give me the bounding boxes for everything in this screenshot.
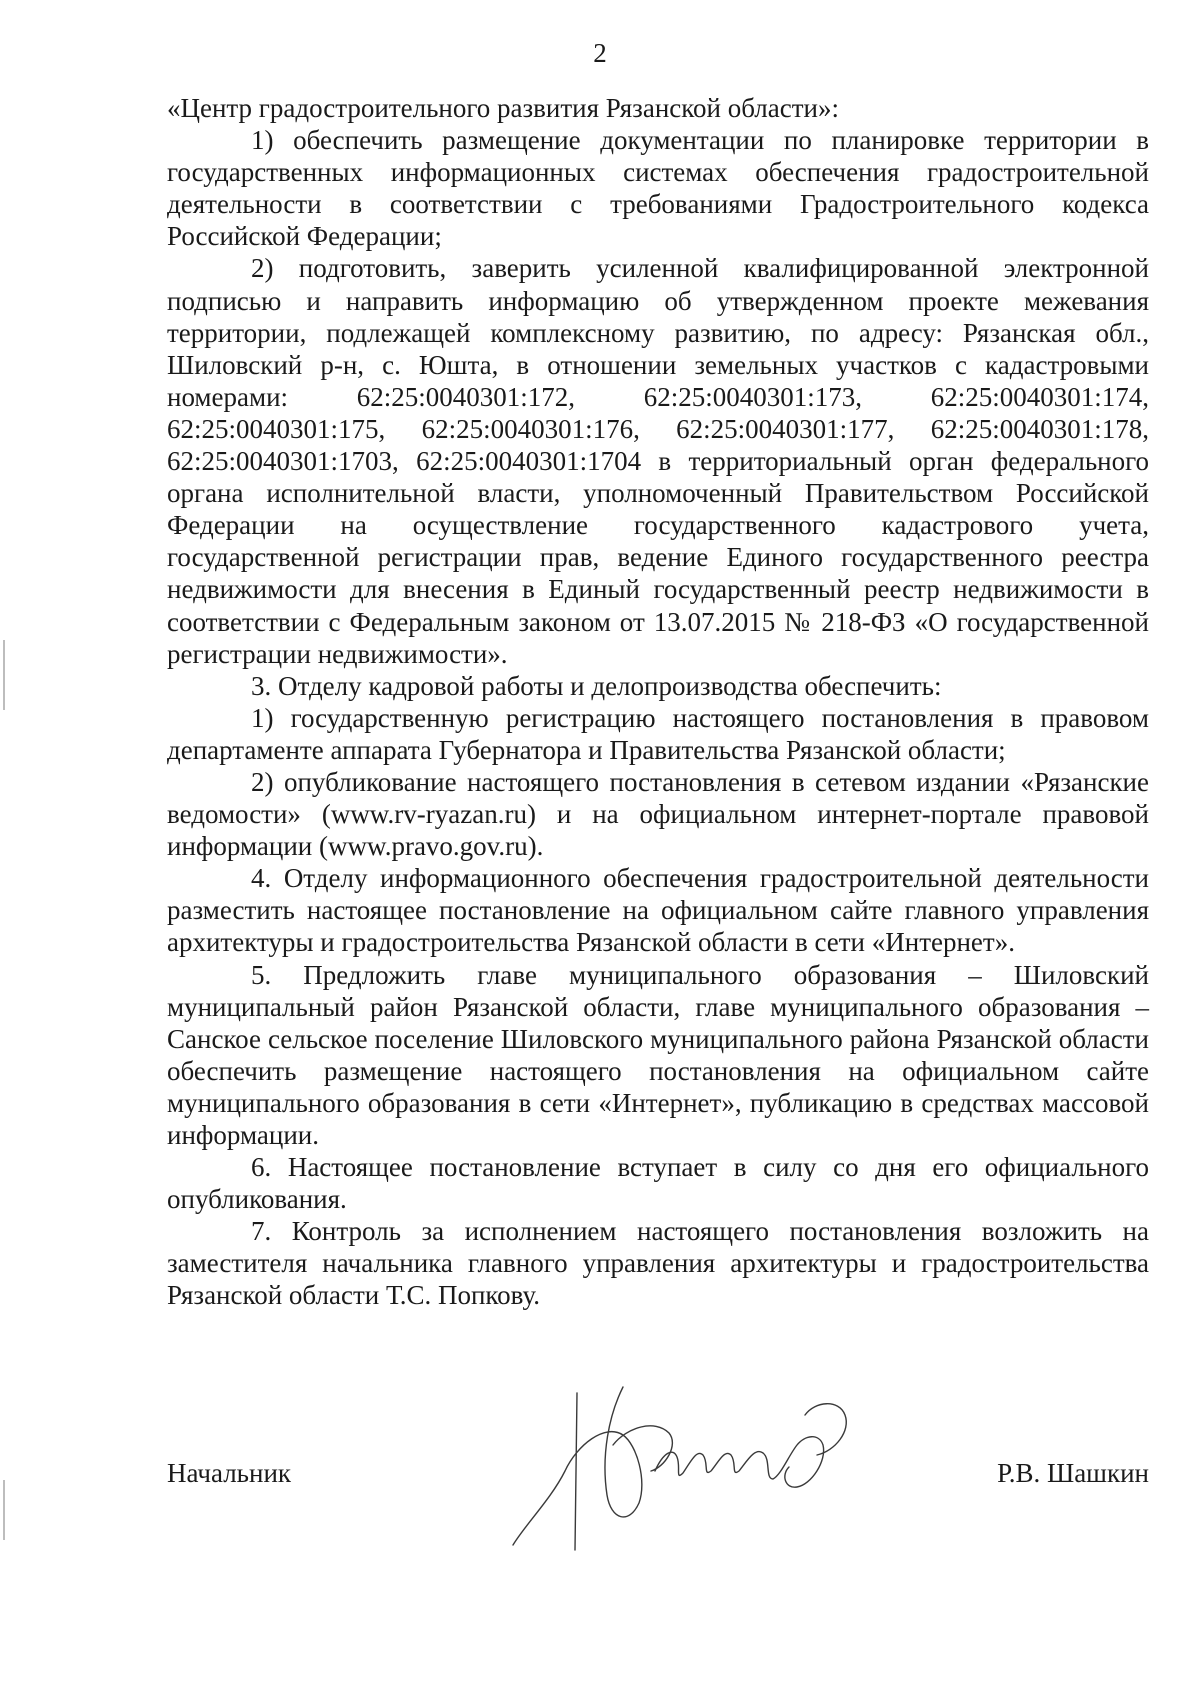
- paragraph-section-7: 7. Контроль за исполнением настоящего постановления возложить на заместителя начальника главного управления архитектуры и градостроительства Рязанской области Т.С. Попкову.: [167, 1216, 1149, 1311]
- paragraph-section-4: 4. Отделу информационного обеспечения градостроительной деятельности разместить настоящее постановление на официальном сайте главного управления архитектуры и градостроительства Рязанской области в сети «Интернет».: [167, 863, 1149, 958]
- handwritten-signature: [505, 1375, 905, 1555]
- page-number: 2: [593, 38, 607, 68]
- document-body: [167, 92, 1149, 1312]
- paragraph-section-3-item-1: 1) государственную регистрацию настоящего постановления в правовом департаменте аппарата Губернатора и Правительства Рязанской области;: [167, 702, 1149, 765]
- paragraph-item-2: 2) подготовить, заверить усиленной квалифицированной электронной подписью и направить информацию об утвержденном проекте межевания территории, подлежащей комплексному развитию, по адресу: Рязанская обл., Шиловский р-н, с. Юшта, в отношении земельных участков с кадастровыми номерами: 62:25:0040301:172, 62:25:0040301:173, 62:25:0040301:174, 62:25:0040301:175, 62:25:0040301:176, 62:25:0040301:177, 62:25:0040301:178, 62:25:0040301:1703, 62:25:0040301:1704 в территориальный орган федерального органа исполнительной власти, уполномоченный Правительством Российской Федерации на осуществление государственного кадастрового учета, государственной регистрации прав, ведение Единого государственного реестра недвижимости для внесения в Единый государственный реестр недвижимости в соответствии с Федеральным законом от 13.07.2015 № 218-ФЗ «О государственной регистрации недвижимости».: [167, 253, 1149, 669]
- signatory-position: Начальник: [167, 1458, 292, 1488]
- paragraph-item-1: 1) обеспечить размещение документации по планировке территории в государственных информационных системах обеспечения градостроительной деятельности в соответствии с требованиями Градостроительного кодекса Российской Федерации;: [167, 125, 1149, 252]
- paragraph-section-5: 5. Предложить главе муниципального образования – Шиловский муниципальный район Рязанской области, главе муниципального образования – Санское сельское поселение Шиловского муниципального района Рязанской области обеспечить размещение настоящего постановления на официальном сайте муниципального образования в сети «Интернет», публикацию в средствах массовой информации.: [167, 959, 1149, 1150]
- paragraph-section-3-item-2: 2) опубликование настоящего постановления в сетевом издании «Рязанские ведомости» (www.rv-ryazan.ru) и на официальном интернет-портале правовой информации (www.pravo.gov.ru).: [167, 766, 1149, 862]
- scan-edge-mark: [3, 640, 5, 710]
- paragraph-intro: «Центр градостроительного развития Рязанской области»:: [167, 93, 839, 123]
- paragraph-section-3: 3. Отделу кадровой работы и делопроизводства обеспечить:: [251, 670, 942, 701]
- signatory-name: Р.В. Шашкин: [997, 1458, 1149, 1488]
- paragraph-section-6: 6. Настоящее постановление вступает в силу со дня его официального опубликования.: [167, 1152, 1149, 1215]
- scan-edge-mark: [3, 1480, 5, 1540]
